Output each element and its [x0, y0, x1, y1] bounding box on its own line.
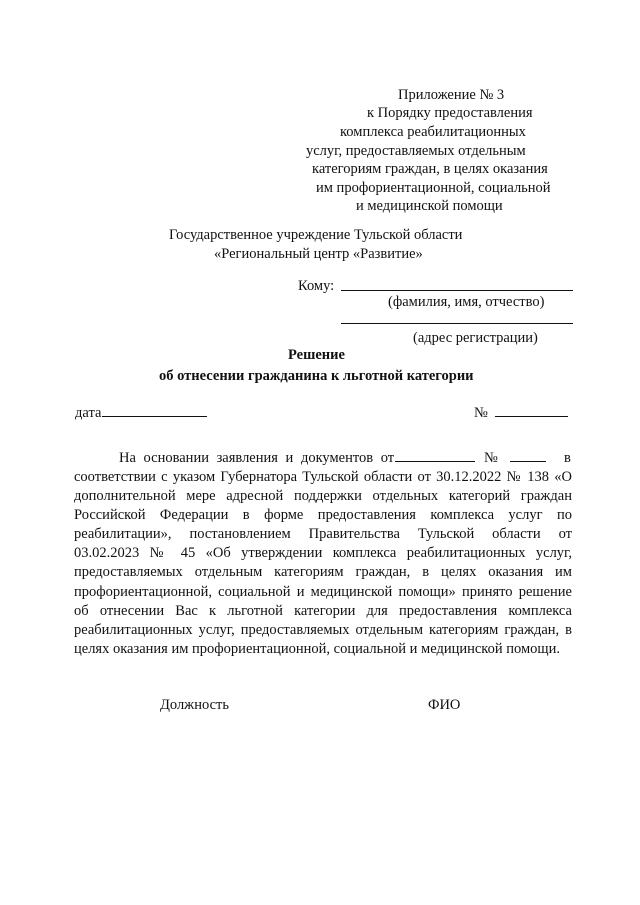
decision-title: Решение — [288, 347, 345, 363]
signature-position-label: Должность — [160, 697, 229, 713]
body-row: об отнесении Вас к льготной категории для предоставления комплекса — [74, 602, 572, 619]
body-first-row-end: в — [564, 450, 571, 466]
body-row: соответствии с указом Губернатора Тульской области от 30.12.2022 № 138 «О — [74, 469, 572, 485]
body-row: реабилитационных услуг, предоставляемых отдельным категориям граждан, в — [74, 621, 572, 638]
date-field[interactable] — [102, 416, 207, 417]
body-row: дополнительной мере адресной поддержки отдельных категорий граждан — [74, 488, 572, 505]
recipient-name-hint: (фамилия, имя, отчество) — [388, 294, 545, 310]
signature-name-label: ФИО — [428, 697, 461, 713]
body-row: целях оказания им профориентационной, социальной и медицинской помощи. — [74, 640, 560, 657]
date-label: дата — [75, 405, 102, 421]
body-first-row-start: На основании заявления и документов от — [119, 450, 395, 466]
number-field[interactable] — [495, 416, 568, 417]
institution-name-line-2: «Региональный центр «Развитие» — [214, 246, 423, 262]
body-row: Российской Федерации в форме предоставления комплекса услуг по — [74, 507, 572, 524]
decision-subtitle: об отнесении гражданина к льготной категории — [159, 368, 474, 384]
appendix-line-5: им профориентационной, социальной — [316, 180, 551, 196]
body-row: предоставляемых отдельным категориям граждан, в целях оказания им — [74, 564, 572, 581]
body-row: реабилитации», постановлением Правительства Тульской области от — [74, 526, 572, 543]
body-date-blank[interactable] — [395, 461, 475, 462]
body-number-blank[interactable] — [510, 461, 546, 462]
appendix-line-1: к Порядку предоставления — [367, 105, 533, 121]
recipient-address-field[interactable] — [341, 323, 573, 324]
recipient-address-hint: (адрес регистрации) — [413, 330, 538, 346]
institution-name-line-1: Государственное учреждение Тульской области — [169, 227, 463, 243]
appendix-line-6: и медицинской помощи — [356, 198, 503, 214]
recipient-to-label: Кому: — [298, 278, 335, 294]
body-number-label: № — [484, 450, 498, 466]
number-label: № — [474, 405, 488, 421]
body-row: 03.02.2023 № 45 «Об утверждении комплекса реабилитационных услуг, — [74, 545, 572, 562]
recipient-name-field[interactable] — [341, 290, 573, 291]
appendix-line-2: комплекса реабилитационных — [340, 124, 526, 140]
appendix-line-4: категориям граждан, в целях оказания — [312, 161, 548, 177]
body-paragraph — [74, 468, 572, 659]
appendix-line-3: услуг, предоставляемых отдельным — [306, 143, 526, 159]
appendix-title: Приложение № 3 — [398, 87, 505, 103]
body-row: профориентационной, социальной и медицинской помощи» принято решение — [74, 583, 572, 600]
